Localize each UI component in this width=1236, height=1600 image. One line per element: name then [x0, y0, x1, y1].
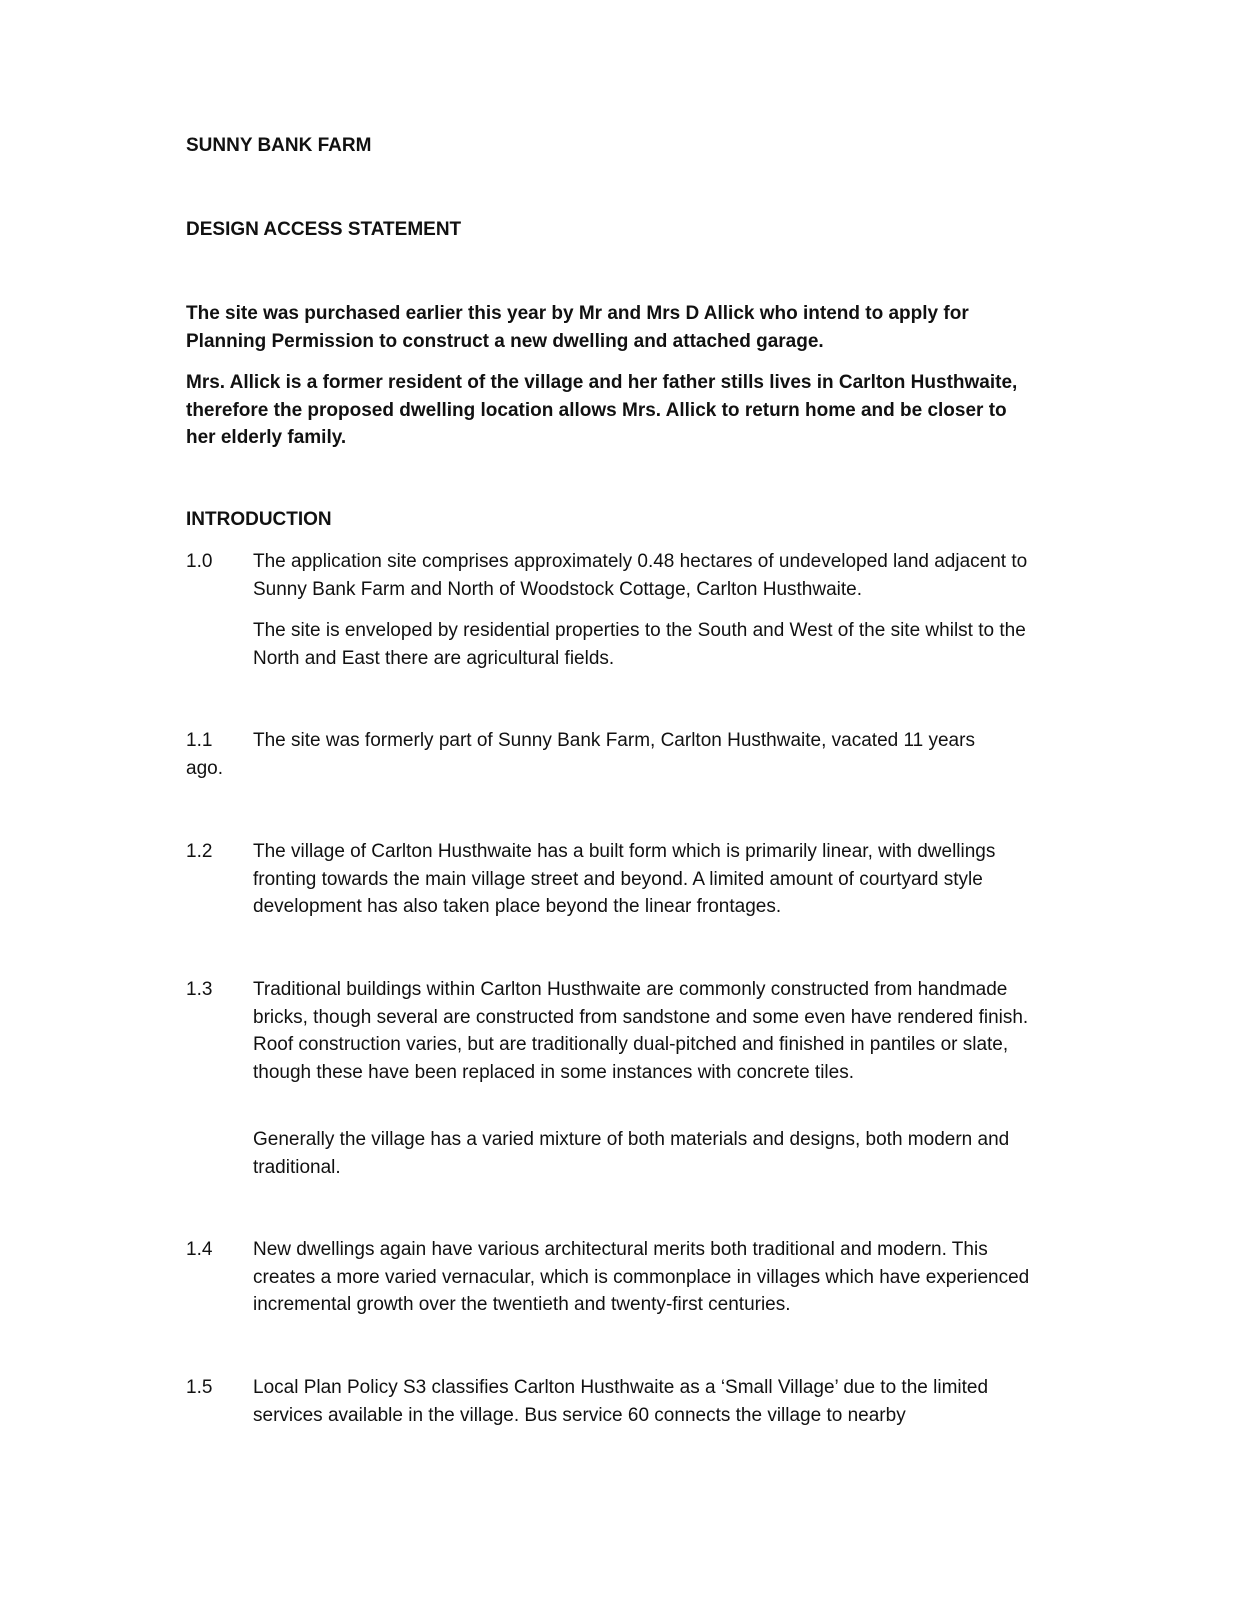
document-subtitle: DESIGN ACCESS STATEMENT: [186, 219, 462, 240]
intro-paragraph: The site was purchased earlier this year by Mr and Mrs D Allick who intend to apply for Planning Permission to construct a new dwelling and attached garage.: [186, 303, 969, 352]
section-paragraph: Traditional buildings within Carlton Husthwaite are commonly constructed from handmade bricks, though several are constructed from sandstone and some even have rendered finish. Roof construction varies, but are traditionally dual-pitched and finished in pantiles or slate, though these have been replaced in some instances with concrete tiles.: [253, 979, 1029, 1083]
section-paragraph: Local Plan Policy S3 classifies Carlton Husthwaite as a ‘Small Village’ due to the limited services available in the village. Bus service 60 connects the village to nearby: [253, 1377, 989, 1426]
section-paragraph: New dwellings again have various architectural merits both traditional and modern. This creates a more varied vernacular, which is commonplace in villages which have experienced incremental growth over the twentieth and twenty-first centuries.: [253, 1239, 1030, 1315]
section-paragraph: The site was formerly part of Sunny Bank Farm, Carlton Husthwaite, vacated 11 years ago.: [186, 730, 975, 779]
section-paragraph: The village of Carlton Husthwaite has a built form which is primarily linear, with dwellings fronting towards the main village street and beyond. A limited amount of courtyard style development has also taken place beyond the linear frontages.: [253, 841, 996, 917]
section-heading: INTRODUCTION: [186, 509, 332, 530]
document-title: SUNNY BANK FARM: [186, 135, 372, 156]
section-paragraph-hanging: [186, 727, 1016, 782]
section-paragraph: The site is enveloped by residential properties to the South and West of the site whilst to the North and East there are agricultural fields.: [253, 620, 1026, 669]
section-number: 1.3: [186, 979, 213, 1000]
section-number: 1.4: [186, 1239, 213, 1260]
intro-paragraph: Mrs. Allick is a former resident of the village and her father stills lives in Carlton Husthwaite, therefore the proposed dwelling location allows Mrs. Allick to return home and be closer to her elderly family.: [186, 372, 1018, 448]
section-paragraph: The application site comprises approximately 0.48 hectares of undeveloped land adjacent to Sunny Bank Farm and North of Woodstock Cottage, Carlton Husthwaite.: [253, 551, 1028, 600]
section-number: 1.1: [186, 730, 213, 751]
section-number: 1.0: [186, 551, 213, 572]
section-paragraph: Generally the village has a varied mixture of both materials and designs, both modern and traditional.: [253, 1129, 1010, 1178]
section-number: 1.2: [186, 841, 213, 862]
section-number: 1.5: [186, 1377, 213, 1398]
